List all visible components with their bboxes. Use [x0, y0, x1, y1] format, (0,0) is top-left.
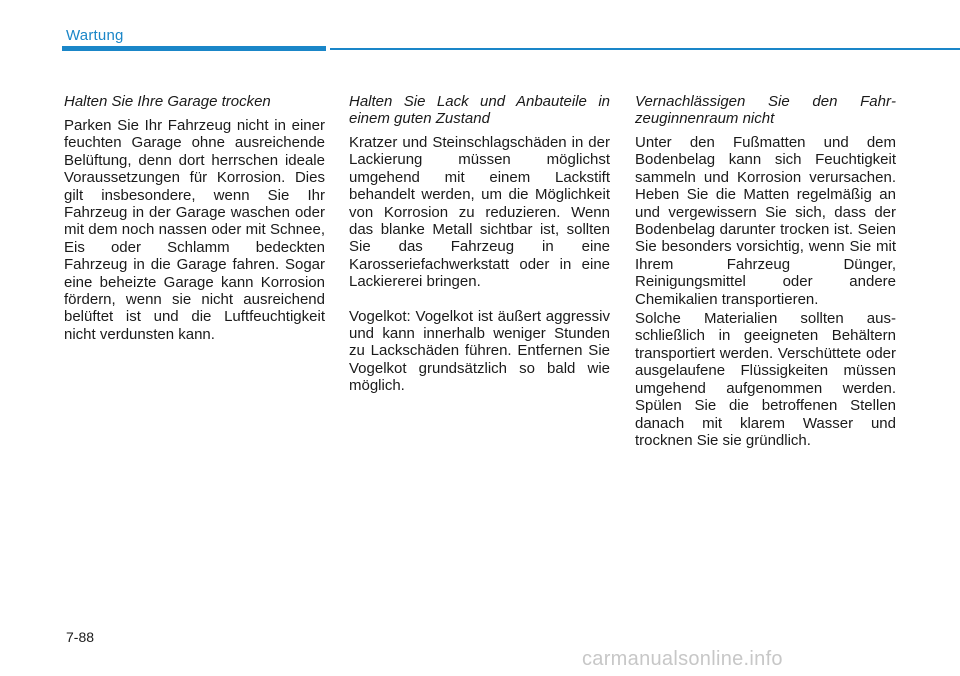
- column-paint: [349, 93, 610, 395]
- watermark: carmanualsonline.info: [582, 648, 783, 670]
- paragraph-interior: Unter den Fußmatten und dem Bodenbelag kann sich Feuchtigkeit sammeln und Korrosion verursachen. Heben Sie die Matten regelmäßig an und vergewissern Sie sich, dass der Bodenbelag darunter trocken ist. Seien Sie besonders vorsichtig, wenn Sie mit Ihrem Fahrzeug Dünger, Reinigungsmittel oder andere Chemikalien transportieren.: [635, 134, 896, 308]
- paragraph-materials: Solche Materialien sollten ausschließlich in geeigneten Behältern transportiert werden. Verschüttete oder ausgelaufene Flüssigkeiten müssen umgehend aufgenommen werden. Spülen Sie die betroffenen Stellen danach mit klarem Wasser und trocknen Sie sie gründlich.: [635, 310, 896, 449]
- section-title: Wartung: [66, 27, 124, 44]
- heading-garage: Halten Sie Ihre Garage trocken: [64, 93, 271, 110]
- paragraph-paint: Kratzer und Steinschlagschäden in der Lackierung müssen möglichst umgehend mit einem Lackstift behandelt werden, um die Möglichkeit von Korrosion zu reduzieren. Wenn das blanke Metall sichtbar ist, sollten Sie das Fahrzeug in eine Karosseriefachwerkstatt oder in eine Lackiererei bringen.: [349, 134, 610, 291]
- header-rule-thick: [62, 46, 326, 51]
- heading-paint: Halten Sie Lack und Anbauteile in einem guten Zustand: [349, 93, 610, 127]
- column-garage: [64, 93, 325, 343]
- paragraph-garage: Parken Sie Ihr Fahrzeug nicht in einer feuchten Garage ohne ausreichende Belüftung, denn dort herrschen ideale Voraussetzungen für Korrosion. Dies gilt insbesondere, wenn Sie Ihr Fahrzeug in der Garage waschen oder mit dem noch nassen oder mit Schnee, Eis oder Schlamm bedeckten Fahrzeug in die Garage fahren. Sogar eine beheizte Garage kann Korrosion fördern, wenn sie nicht ausreichend belüftet ist und die Luftfeuchtigkeit nicht verdunsten kann.: [64, 117, 325, 343]
- page-number: 7-88: [66, 629, 95, 645]
- header-rule-thin: [330, 48, 960, 50]
- paragraph-bird-droppings: Vogelkot: Vogelkot ist äußert aggressiv und kann innerhalb weniger Stunden zu Lackschäden führen. Entfernen Sie Vogelkot grundsätzlich so bald wie möglich.: [349, 307, 610, 395]
- column-interior: [635, 93, 896, 449]
- heading-interior: Vernachlässigen Sie den Fahrzeuginnenraum nicht: [635, 93, 896, 127]
